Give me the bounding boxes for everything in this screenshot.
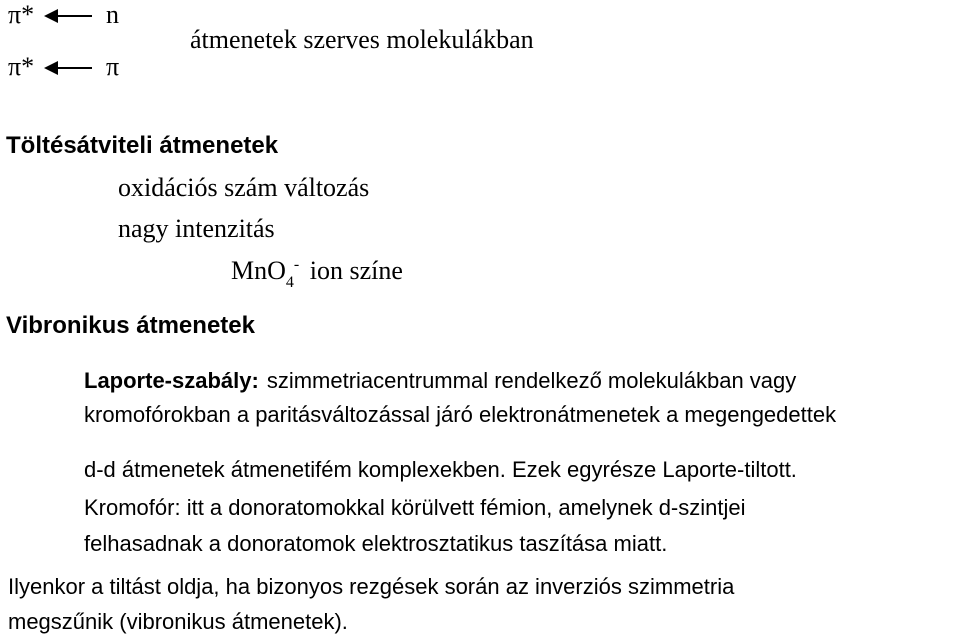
laporte-line-1 [84, 370, 796, 392]
laporte-label: Laporte-szabály: [84, 368, 259, 393]
laporte-line-7: megszűnik (vibronikus átmenetek). [8, 609, 348, 634]
charge-transfer-heading: Töltésátviteli átmenetek [6, 132, 279, 159]
left-arrow-icon [46, 15, 92, 17]
permanganate-ion-label [231, 256, 403, 291]
ion-subscript: 4 [285, 274, 294, 291]
ion-superscript: - [293, 256, 300, 273]
laporte-line-4: Kromofór: itt a donoratomokkal körülvett fémion, amelynek d-szintjei [84, 495, 746, 520]
transition-2-right: π [106, 52, 120, 81]
laporte-line-6: Ilyenkor a tiltást oldja, ha bizonyos rezgések során az inverziós szimmetria [8, 574, 735, 599]
vibronic-heading: Vibronikus átmenetek [6, 312, 255, 339]
transition-2-left: π* [8, 52, 35, 81]
laporte-line-5: felhasadnak a donoratomok elektrosztatikus taszítása miatt. [84, 531, 668, 556]
ion-base: MnO [231, 256, 286, 285]
charge-transfer-line-1: oxidációs szám változás [118, 173, 370, 202]
transition-1-left: π* [8, 0, 35, 29]
ion-suffix: ion színe [309, 256, 403, 285]
charge-transfer-line-2: nagy intenzitás [118, 214, 275, 243]
laporte-line-3: d-d átmenetek átmenetifém komplexekben. Ezek egyrésze Laporte-tiltott. [84, 457, 797, 482]
laporte-line-1-rest: szimmetriacentrummal rendelkező molekulákban vagy [266, 368, 797, 393]
laporte-line-2: kromofórokban a paritásváltozással járó elektronátmenetek a megengedettek [84, 402, 837, 427]
left-arrow-icon [46, 67, 92, 69]
transition-1-right: n [106, 0, 119, 29]
transitions-caption: átmenetek szerves molekulákban [190, 25, 534, 54]
